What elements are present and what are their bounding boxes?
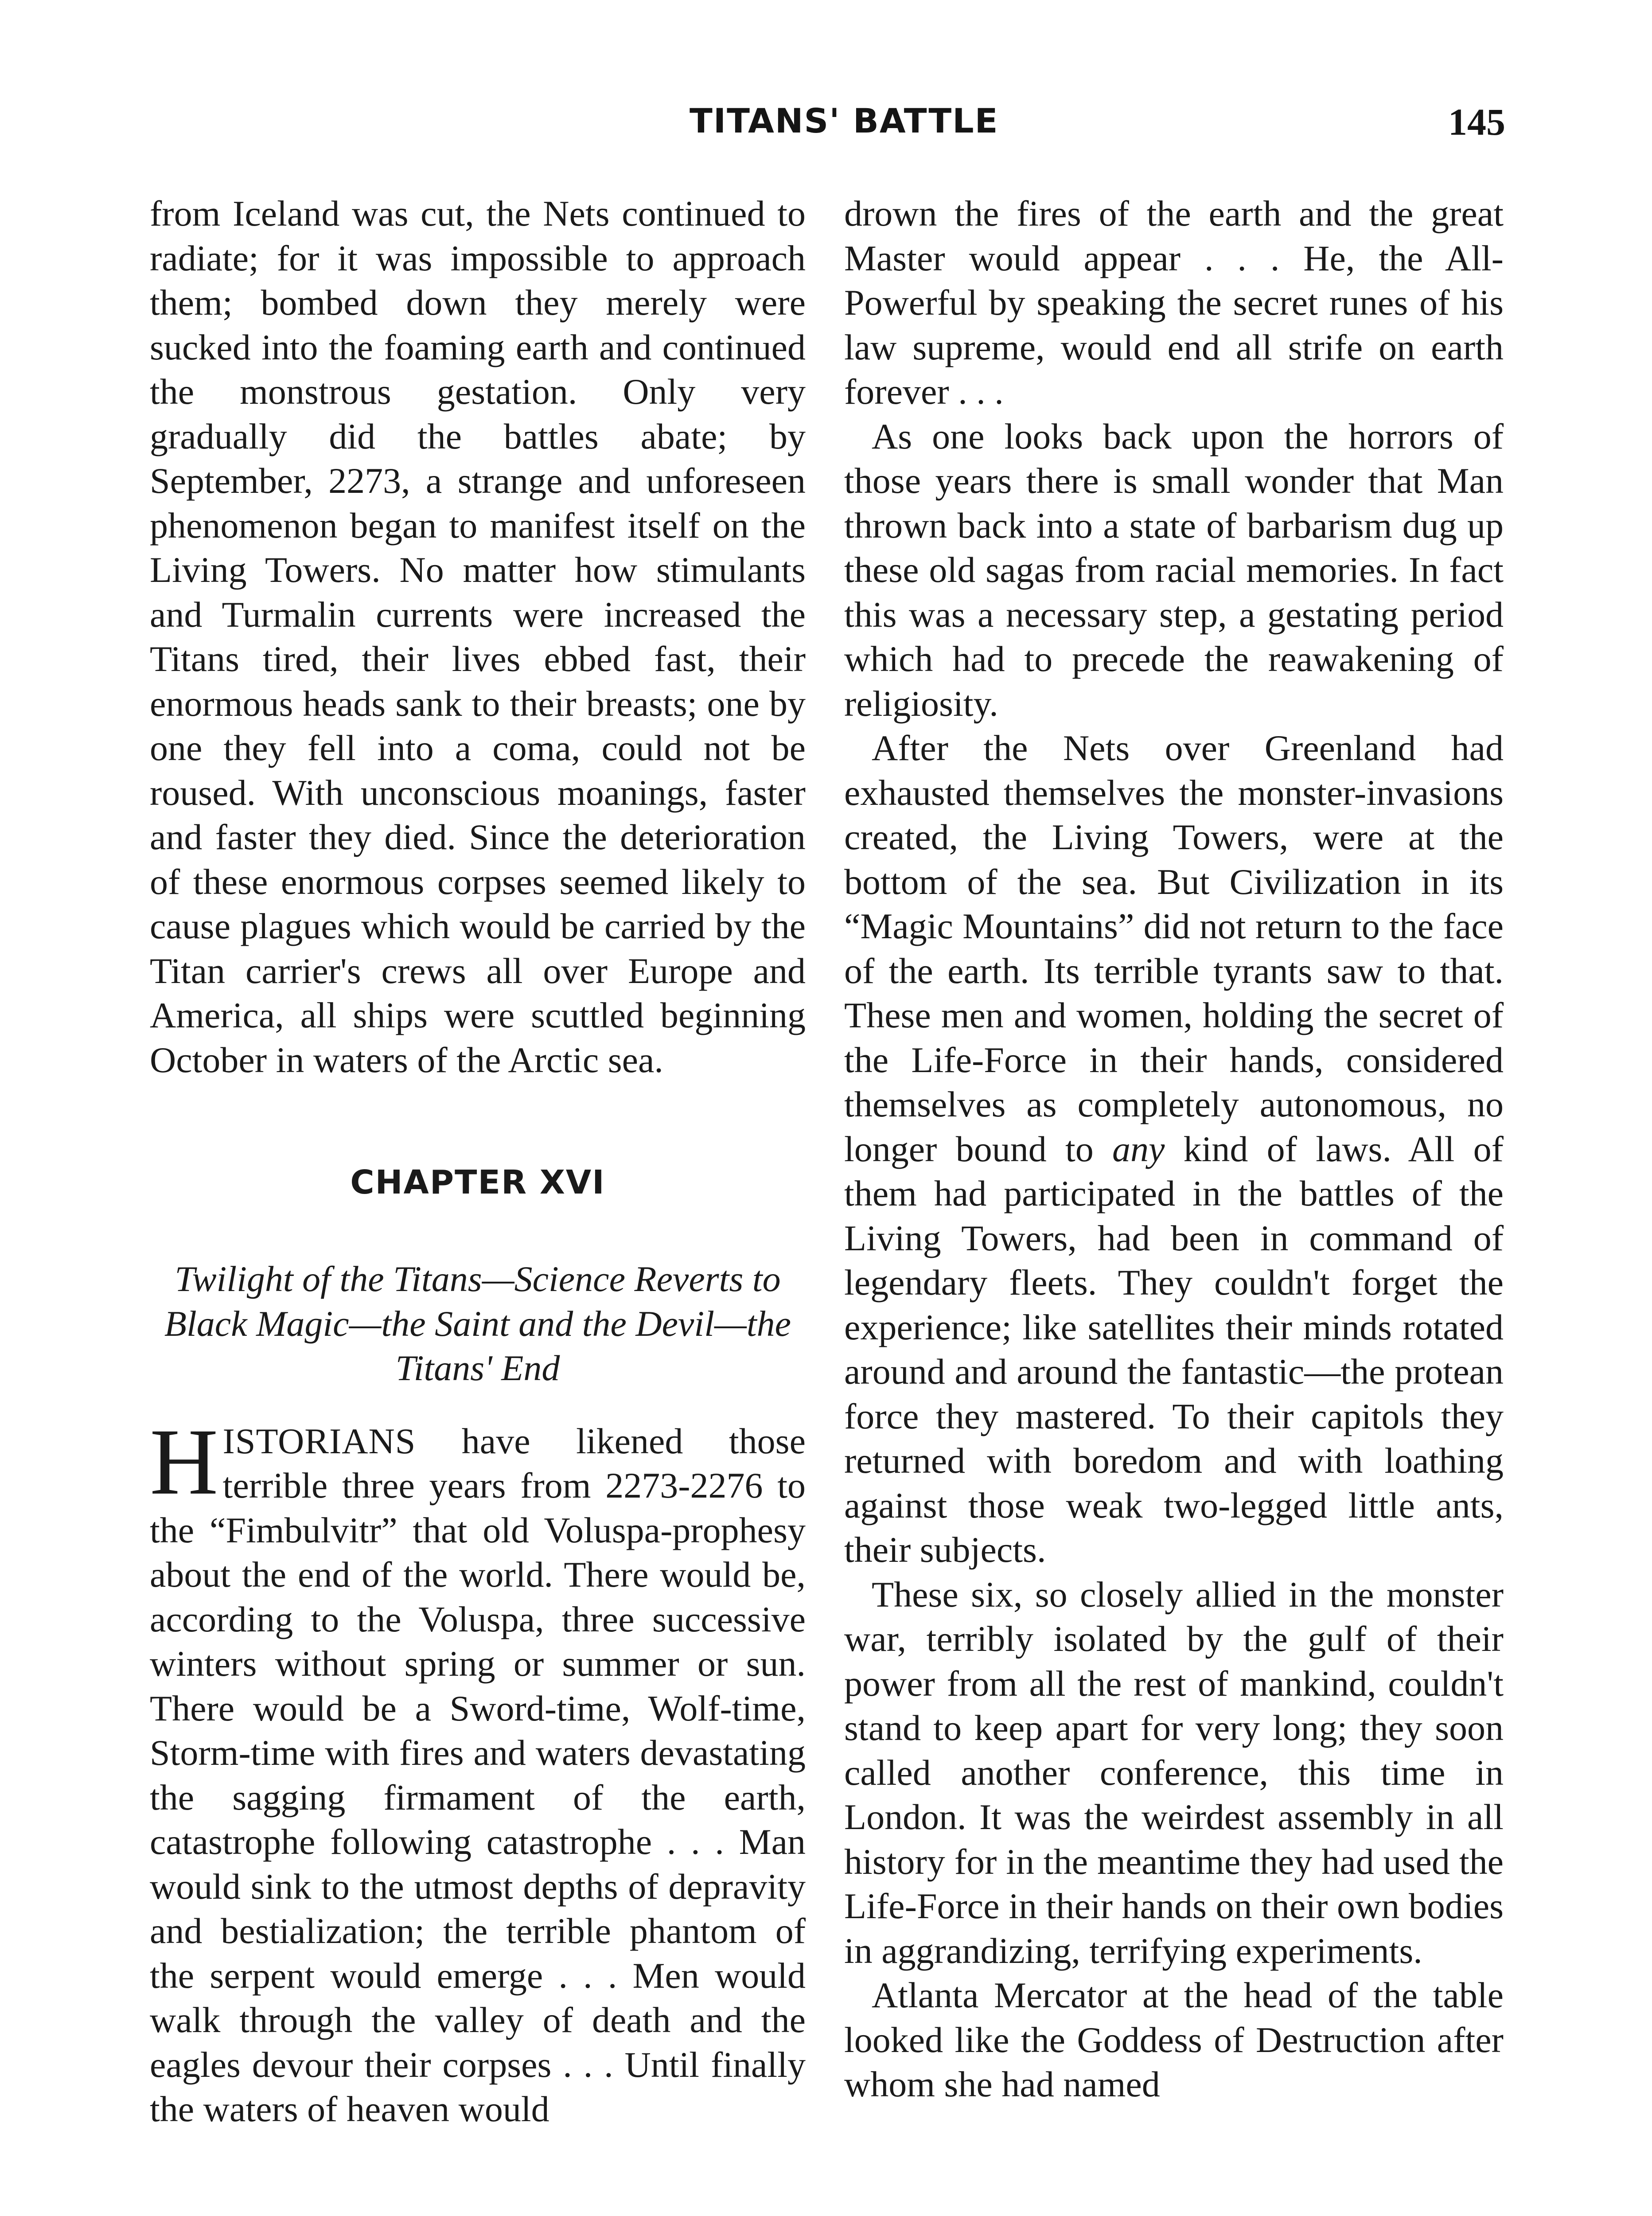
chapter-subtitle: Twilight of the Titans—Science Reverts to Black Magic—the Saint and the Devil—the Titans' End	[164, 1259, 791, 1388]
emphasis-any: any	[1112, 1128, 1165, 1169]
paragraph-sagas: As one looks back upon the horrors of those years there is small wonder that Man thrown back into a state of barbarism dug up these old sagas from racial memories. In fact this was a necessary step, a gestating period which had to precede the reawakening of religiosity.	[844, 416, 1504, 724]
paragraph-text: After the Nets over Greenland had exhausted themselves the monster-invasions created, the Living Towers, were at the bottom of the sea. But Civilization in its “Magic Mountains” did not return to the face of the earth. Its terrible tyrants saw to that. These men and women, holding the secret of the Life-Force in their hands, considered themselves as completely autonomous, no longer bound to	[844, 728, 1504, 1169]
paragraph-nets-greenland	[844, 726, 1504, 1572]
page-number: 145	[1448, 101, 1505, 143]
drop-cap: H	[150, 1409, 218, 1514]
paragraph-six-allies: These six, so closely allied in the monster war, terribly isolated by the gulf of their power from all the rest of mankind, couldn't stand to keep apart for very long; they soon called another conference, this time in London. It was the weirdest assembly in all history for in the meantime they had used the Life-Force in their hands on their own bodies in aggrandizing, terrifying experiments.	[844, 1574, 1504, 1971]
right-column	[844, 191, 1504, 2107]
opening-text: have likened those terrible three years from 2273-2276 to the “Fimbulvitr” that old Voluspa-prophesy about the end of the world. There would be, according to the Voluspa, three successive winters without spring or summer or sun. There would be a Sword-time, Wolf-time, Storm-time with fires and waters devastating the sagging firmament of the earth, catastrophe following catastrophe . . . Man would sink to the utmost depths of depravity and bestialization; the terrible phantom of the serpent would emerge . . . Men would walk through the valley of death and the eagles devour their corpses . . . Until finally the waters of heaven would	[150, 1420, 806, 2129]
left-column	[150, 191, 806, 2132]
paragraph-continued-right: drown the fires of the earth and the great Master would appear . . . He, the All-Powerful by speaking the secret runes of his law supreme, would end all strife on earth forever . . .	[844, 193, 1504, 412]
paragraph-text: kind of laws. All of them had participated in the battles of the Living Towers, had been in command of legendary fleets. They couldn't forget the experience; like satellites their minds rotated around and around the fantastic—the protean force they mastered. To their capitols they returned with boredom and with loathing against those weak two-legged little ants, their subjects.	[844, 1128, 1504, 1570]
chapter-opening-paragraph	[150, 1409, 806, 2132]
paragraph-atlanta-mercator: Atlanta Mercator at the head of the table looked like the Goddess of Destruction after whom she had named	[844, 1975, 1504, 2104]
opening-small-caps: ISTORIANS	[222, 1420, 416, 1461]
paragraph-continued: from Iceland was cut, the Nets continued to radiate; for it was impossible to approach them; bombed down they merely were sucked into the foaming earth and continued the monstrous gestation. Only very gradually did the battles abate; by September, 2273, a strange and unforeseen phenomenon began to manifest itself on the Living Towers. No matter how stimulants and Turmalin currents were increased the Titans tired, their lives ebbed fast, their enormous heads sank to their breasts; one by one they fell into a coma, could not be roused. With unconscious moanings, faster and faster they died. Since the deterioration of these enormous corpses seemed likely to cause plagues which would be carried by the Titan carrier's crews all over Europe and America, all ships were scuttled beginning October in waters of the Arctic sea.	[150, 193, 806, 1080]
running-title: TITANS' BATTLE	[690, 101, 999, 140]
chapter-heading: CHAPTER XVI	[350, 1163, 605, 1202]
